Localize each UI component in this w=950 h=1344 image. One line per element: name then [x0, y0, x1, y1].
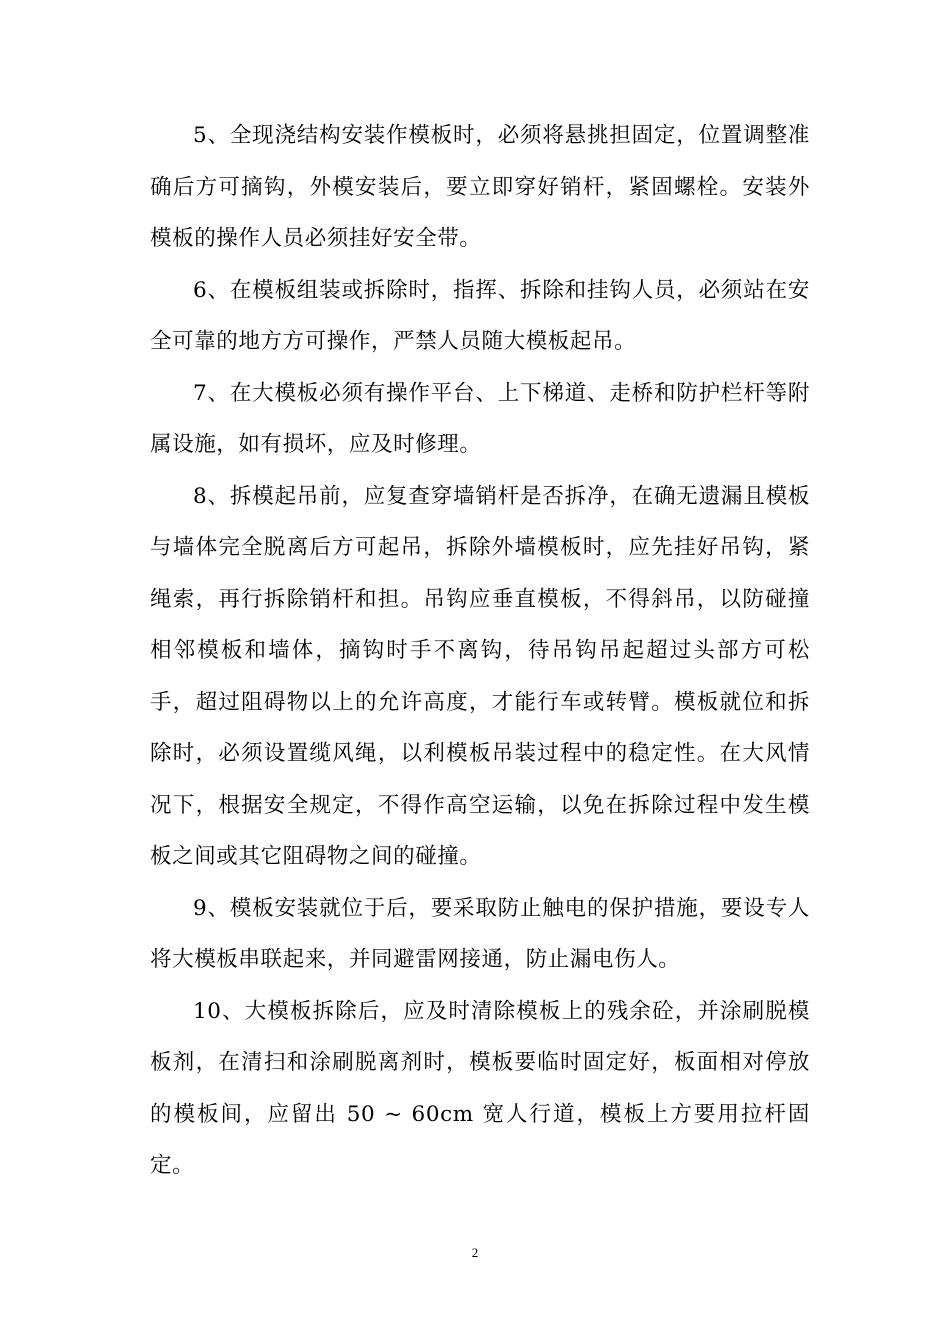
paragraph-9: 9、模板安装就位于后，要采取防止触电的保护措施，要设专人将大模板串联起来，并同避雷网接通，防止漏电伤人。 — [150, 895, 810, 972]
paragraph-6: 6、在模板组装或拆除时，指挥、拆除和挂钩人员，必须站在安全可靠的地方方可操作，严禁人员随大模板起吊。 — [150, 277, 810, 354]
body-text — [150, 110, 810, 1192]
paragraph-10: 10、大模板拆除后，应及时清除模板上的残余砼，并涂刷脱模板剂，在清扫和涂刷脱离剂时，模板要临时固定好，板面相对停放的模板间，应留出 50 ~ 60cm 宽人行道，模板上方要用拉杆固定。 — [150, 998, 810, 1178]
paragraph-8: 8、拆模起吊前，应复查穿墙销杆是否拆净，在确无遗漏且模板与墙体完全脱离后方可起吊，拆除外墙模板时，应先挂好吊钩，紧绳索，再行拆除销杆和担。吊钩应垂直模板，不得斜吊，以防碰撞相邻模板和墙体，摘钩时手不离钩，待吊钩吊起超过头部方可松手，超过阻碍物以上的允许高度，才能行车或转臂。模板就位和拆除时，必须设置缆风绳，以利模板吊装过程中的稳定性。在大风情况下，根据安全规定，不得作高空运输，以免在拆除过程中发生模板之间或其它阻碍物之间的碰撞。 — [150, 483, 810, 869]
paragraph-5: 5、全现浇结构安装作模板时，必须将悬挑担固定，位置调整准确后方可摘钩，外模安装后，要立即穿好销杆，紧固螺栓。安装外模板的操作人员必须挂好安全带。 — [150, 123, 810, 251]
page-number: 2 — [471, 1245, 479, 1260]
paragraph-7: 7、在大模板必须有操作平台、上下梯道、走桥和防护栏杆等附属设施，如有损坏，应及时修理。 — [150, 380, 810, 457]
